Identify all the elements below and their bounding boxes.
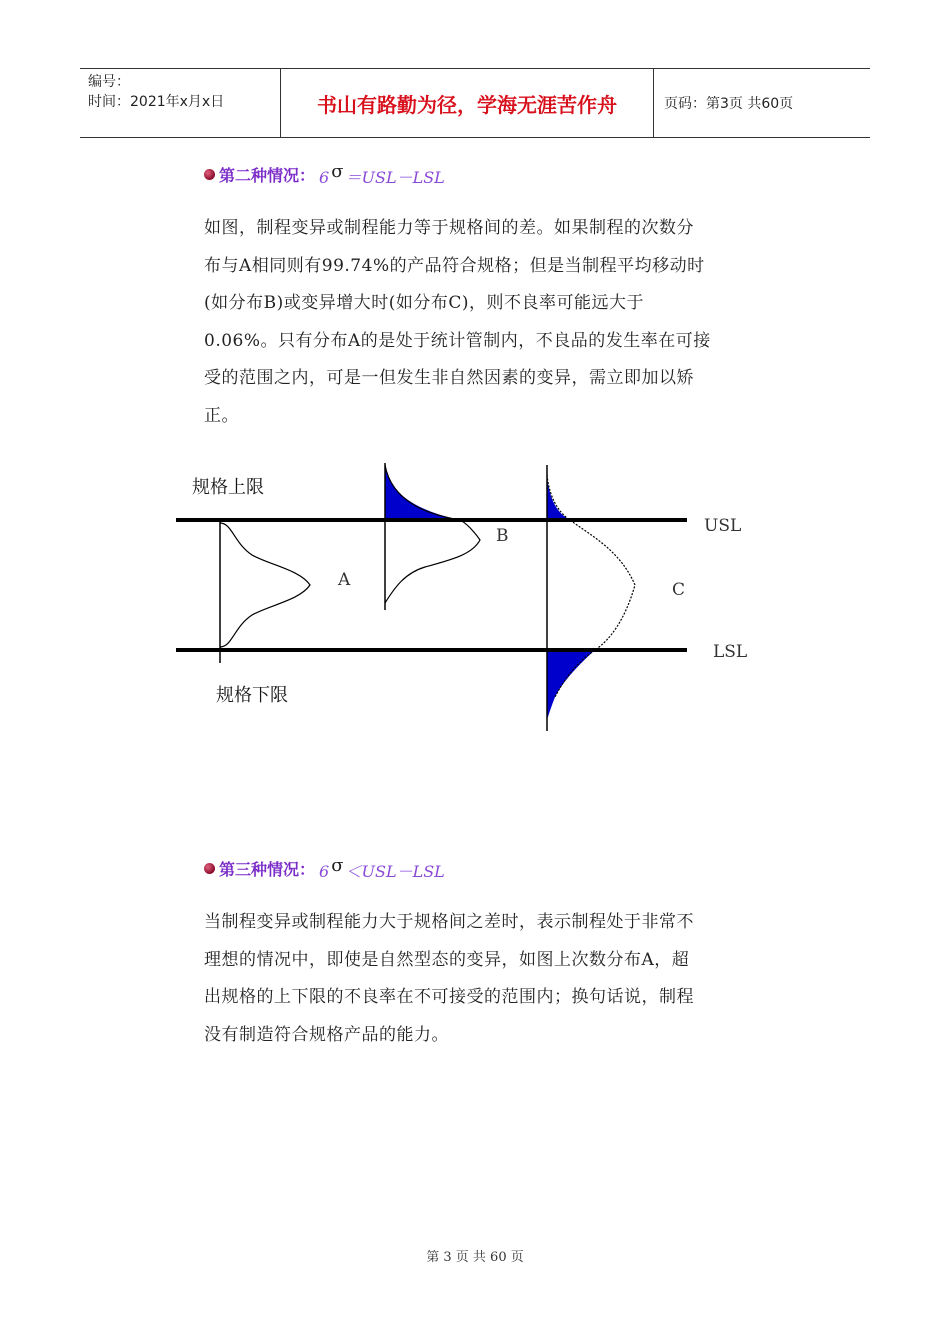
formula-number: 6 [319, 168, 330, 187]
page-footer: 第 3 页 共 60 页 [426, 1250, 524, 1265]
sigma-symbol: σ [331, 161, 344, 182]
formula-rest: ＜USL－LSL [345, 862, 445, 881]
paragraph-line: 正。 [204, 405, 239, 426]
sigma-symbol: σ [331, 855, 344, 876]
dist-c-upper-tail [547, 475, 570, 520]
paragraph-line: 出规格的上下限的不良率在不可接受的范围内；换句话说，制程 [204, 987, 694, 1007]
dist-c-lower-tail [547, 650, 595, 720]
dist-b-upper-tail [385, 465, 460, 520]
paragraph-line: (如分布B)或变异增大时(如分布C)，则不良率可能远大于 [204, 293, 645, 313]
paragraph-line: 如图，制程变异或制程能力等于规格间的差。如果制程的次数分 [204, 218, 694, 238]
header-motto: 书山有路勤为径，学海无涯苦作舟 [281, 69, 654, 137]
paragraph-line: 没有制造符合规格产品的能力。 [204, 1024, 449, 1045]
section2-label: 第二种情况： [219, 166, 316, 185]
section2-heading [204, 161, 445, 188]
section3-heading [204, 855, 445, 882]
section2-paragraph [204, 210, 749, 435]
dist-b-curve [385, 465, 480, 603]
number-label: 编号： [88, 74, 130, 90]
bullet-icon [204, 169, 215, 180]
header-meta [80, 69, 281, 137]
dist-b-label: B [496, 526, 509, 546]
bullet-icon [204, 863, 215, 874]
lower-spec-label: 规格下限 [216, 685, 288, 706]
formula-number: 6 [319, 862, 330, 881]
paragraph-line: 当制程变异或制程能力大于规格间之差时，表示制程处于非常不 [204, 912, 694, 932]
section3-label: 第三种情况： [219, 860, 316, 879]
paragraph-line: 0.06%。只有分布A的是处于统计管制内，不良品的发生率在可接 [204, 330, 711, 351]
usl-label: USL [704, 516, 742, 536]
paragraph-line: 布与A相同则有99.74%的产品符合规格；但是当制程平均移动时 [204, 255, 705, 276]
dist-a-curve [220, 523, 310, 647]
section2-formula [319, 161, 445, 188]
paragraph-line: 理想的情况中，即使是自然型态的变异，如图上次数分布A，超 [204, 949, 690, 970]
upper-spec-label: 规格上限 [192, 477, 264, 498]
paragraph-line: 受的范围之内，可是一但发生非自然因素的变异，需立即加以矫 [204, 368, 694, 388]
section3-formula [319, 855, 445, 882]
time-label: 时间：2021年x月x日 [88, 94, 225, 110]
page-header [80, 68, 870, 138]
dist-a-label: A [338, 570, 351, 590]
distribution-diagram [170, 455, 770, 745]
distribution-figure [170, 455, 770, 745]
header-page-info: 页码：第3页 共60页 [664, 96, 794, 112]
dist-c-label: C [672, 580, 686, 600]
formula-rest: ＝USL－LSL [345, 168, 445, 187]
section3-paragraph [204, 904, 749, 1054]
lsl-label: LSL [713, 642, 748, 662]
